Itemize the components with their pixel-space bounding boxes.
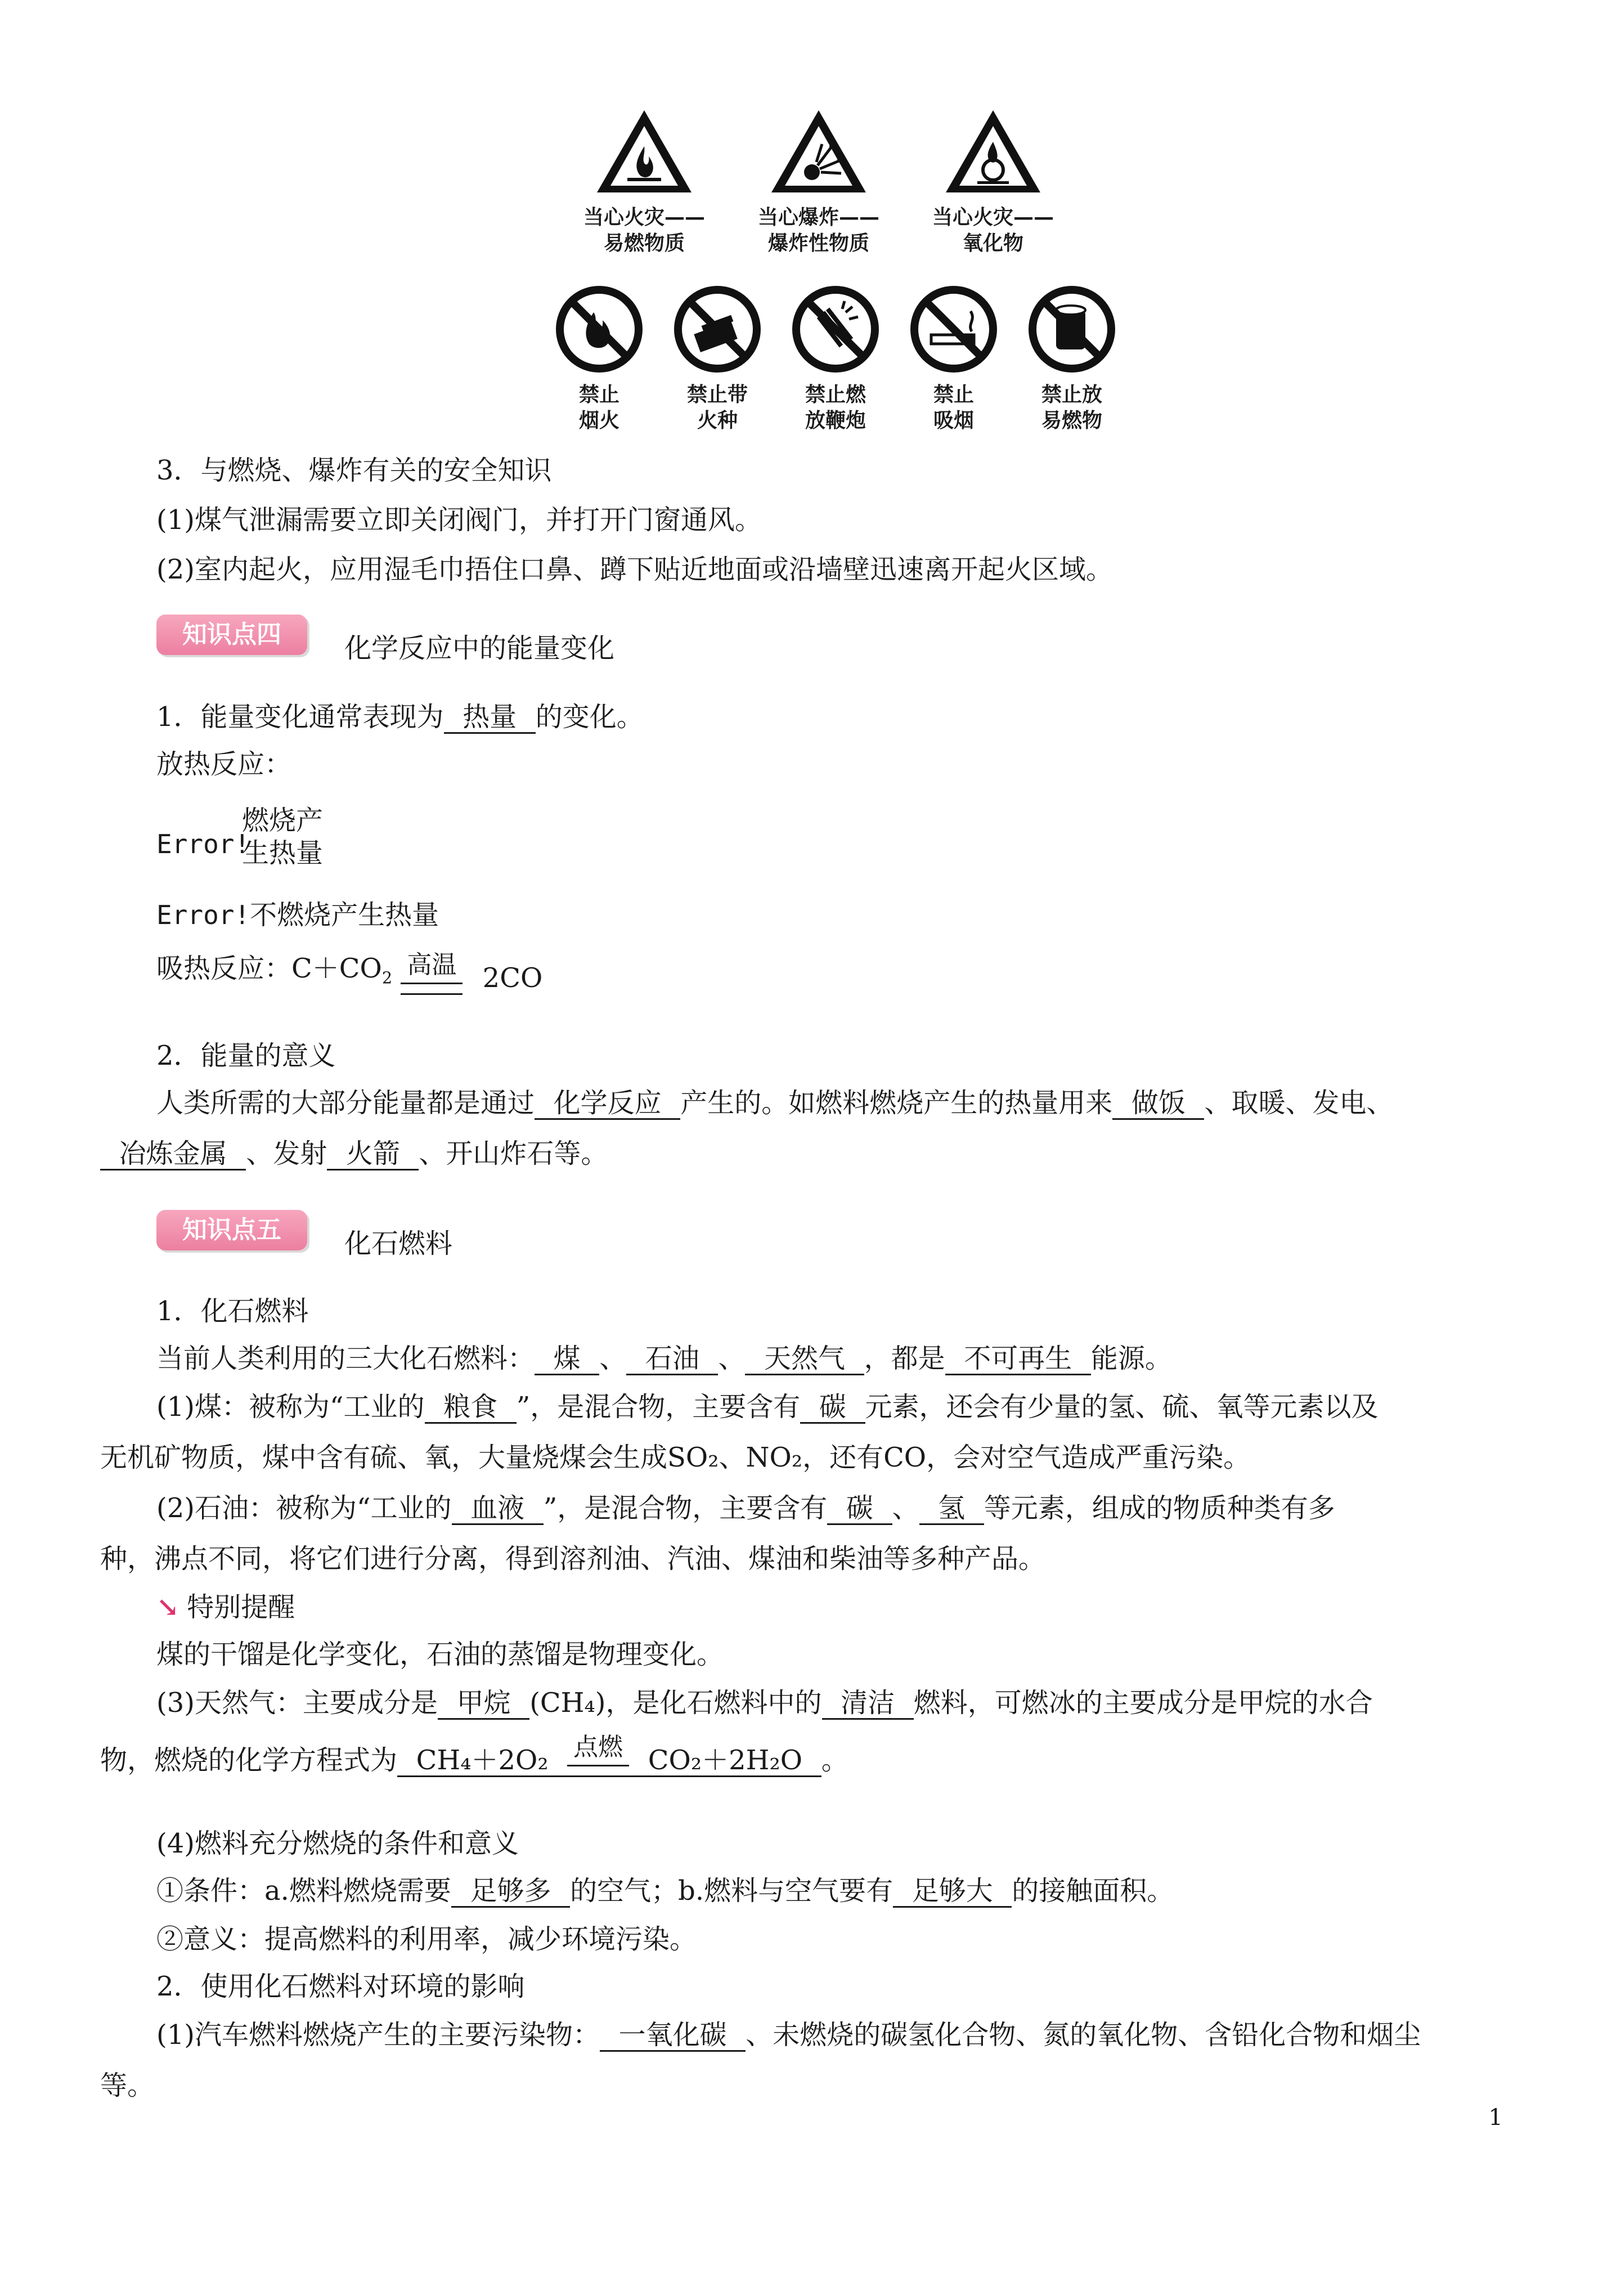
answer-blank: 甲烷: [438, 1688, 529, 1720]
text: 2CO: [482, 962, 543, 994]
answer-blank: 粮食: [425, 1392, 517, 1424]
k5-cond: [156, 1874, 1174, 1908]
answer-blank: 冶炼金属: [100, 1138, 246, 1171]
k4-title: 化学反应中的能量变化: [344, 633, 615, 664]
text: 的空气；b.燃料与空气要有: [570, 1875, 893, 1907]
text: 、开山炸石等。: [419, 1138, 608, 1169]
answer-blank: 一氧化碳: [600, 2020, 746, 2052]
k5-coal1: [156, 1390, 1378, 1424]
answer-blank: 氢: [919, 1493, 984, 1525]
k5-remind: [156, 1590, 295, 1624]
answer-blank: 煤: [535, 1343, 599, 1375]
text: 吸热反应：C＋CO: [156, 953, 382, 985]
k4-line1: [156, 700, 644, 734]
answer-blank: 火箭: [327, 1138, 419, 1171]
answer-blank: 化学反应: [535, 1088, 680, 1120]
sign-caption: 禁止 吸烟: [933, 383, 974, 432]
warning-signs-row: [585, 107, 1052, 257]
k5-car: [156, 2018, 1421, 2052]
text: [156, 952, 392, 995]
s3-p1: (1)煤气泄漏需要立即关闭阀门，并打开门窗通风。: [156, 504, 762, 536]
text: ①条件：a.燃料燃烧需要: [156, 1875, 451, 1907]
text: ，都是: [864, 1343, 945, 1374]
text: 能源。: [1090, 1343, 1172, 1374]
text: 、取暖、发电、: [1204, 1087, 1394, 1119]
text: 、: [599, 1343, 627, 1374]
reaction-arrow: [401, 951, 462, 995]
reaction-arrow: [567, 1733, 629, 1777]
text: (1)汽车燃料燃烧产生的主要污染物：: [156, 2019, 600, 2051]
answer-blank: 不可再生: [945, 1343, 1091, 1375]
answer-blank: 热量: [444, 702, 536, 734]
k4-s2: 2．能量的意义: [156, 1040, 336, 1071]
reaction-condition: 高温: [407, 950, 457, 979]
text: 不燃烧产生热量: [250, 899, 439, 931]
k5-fuels: [156, 1342, 1172, 1375]
no-flammables-icon: [1027, 284, 1117, 374]
k5-oil2: 种，沸点不同，将它们进行分离，得到溶剂油、汽油、煤油和柴油等多种产品。: [100, 1543, 1046, 1575]
knowledge-badge-4: 知识点四: [156, 615, 307, 655]
k5-gas1: [156, 1686, 1373, 1720]
text: 人类所需的大部分能量都是通过: [156, 1087, 535, 1119]
k5-s1: 1．化石燃料: [156, 1295, 309, 1327]
text: 。: [821, 1745, 848, 1776]
answer-blank: 足够多: [451, 1876, 570, 1908]
k5-full: (4)燃料充分燃烧的条件和意义: [156, 1828, 519, 1859]
k5-s2: 2．使用化石燃料对环境的影响: [156, 1971, 525, 2002]
k4-error1-top: 燃烧产: [242, 805, 324, 836]
text: 、: [718, 1343, 746, 1374]
text: ”，是混合物，主要含有: [543, 1492, 828, 1524]
error-text: Error!: [156, 829, 250, 859]
knowledge-badge-5: 知识点五: [156, 1210, 307, 1250]
arrow-icon: ↘: [156, 1591, 179, 1623]
text: 元素，还会有少量的氢、硫、氧等元素以及: [865, 1391, 1378, 1423]
answer-blank: CH₄＋2O₂: [397, 1745, 567, 1777]
text: 的接触面积。: [1012, 1875, 1174, 1907]
text: 等元素，组成的物质种类有多: [984, 1492, 1335, 1524]
error-text: Error!: [156, 900, 250, 930]
answer-blank: 做饭: [1112, 1088, 1204, 1120]
text: 的变化。: [535, 701, 644, 733]
text: (3)天然气：主要成分是: [156, 1687, 438, 1719]
k5-title: 化石燃料: [344, 1228, 453, 1259]
text: ”，是混合物，主要含有: [516, 1391, 801, 1423]
text: 、未燃烧的碳氢化合物、氮的氧化物、含铅化合物和烟尘: [746, 2019, 1421, 2051]
text: (2)石油：被称为“工业的: [156, 1492, 452, 1524]
text: 、发射: [246, 1138, 327, 1169]
answer-blank: 清洁: [822, 1688, 914, 1720]
k5-coal2: 无机矿物质，煤中含有硫、氧，大量烧煤会生成SO₂、NO₂，还有CO，会对空气造成严重污染。: [100, 1442, 1251, 1473]
no-firecrackers-icon: [791, 284, 881, 374]
k4-error1-bot: 生热量: [242, 837, 324, 869]
oxidizer-sign-icon: [942, 107, 1044, 197]
prohibition-sign-no-kindling: [672, 284, 762, 434]
subscript: 2: [381, 968, 393, 988]
prohibition-signs-row: [554, 284, 1117, 434]
answer-blank: 碳: [800, 1392, 865, 1424]
text: 燃料，可燃冰的主要成分是甲烷的水合: [913, 1687, 1373, 1719]
k5-car2: 等。: [100, 2070, 155, 2101]
reaction-condition: 点燃: [573, 1733, 623, 1761]
s3-p2: (2)室内起火，应用湿毛巾捂住口鼻、蹲下贴近地面或沿墙壁迅速离开起火区域。: [156, 554, 1113, 585]
warning-sign-oxidizer: [934, 107, 1052, 257]
sign-caption: 禁止带 火种: [686, 383, 748, 432]
text: 物，燃烧的化学方程式为: [100, 1745, 398, 1776]
k5-oil1: [156, 1491, 1335, 1525]
sign-caption: 当心火灾—— 氧化物: [932, 206, 1054, 255]
k5-remind-text: 煤的干馏是化学变化，石油的蒸馏是物理变化。: [156, 1639, 724, 1670]
k4-error1: [156, 827, 250, 861]
sign-caption: 禁止放 易燃物: [1041, 383, 1102, 432]
k4-endo: [156, 951, 542, 1013]
prohibition-sign-no-fire: [554, 284, 644, 434]
warning-sign-explosive: [760, 107, 878, 257]
k4-exo: 放热反应：: [156, 748, 292, 780]
answer-blank: 天然气: [745, 1343, 864, 1375]
sign-caption: 禁止 烟火: [578, 383, 619, 432]
answer-blank: 足够大: [893, 1876, 1012, 1908]
sign-caption: 禁止燃 放鞭炮: [805, 383, 866, 432]
s3-title: 3．与燃烧、爆炸有关的安全知识: [156, 455, 552, 486]
answer-blank: 碳: [827, 1493, 892, 1525]
k4-m2: [100, 1137, 608, 1171]
fire-flammable-sign-icon: [594, 107, 695, 197]
k4-error2: [156, 898, 439, 932]
text: (1)煤：被称为“工业的: [156, 1391, 425, 1423]
text: 1．能量变化通常表现为: [156, 701, 444, 733]
page-number: 1: [1488, 2105, 1503, 2131]
no-smoking-icon: [909, 284, 999, 374]
no-fire-icon: [554, 284, 644, 374]
prohibition-sign-no-smoking: [909, 284, 999, 434]
text: 当前人类利用的三大化石燃料：: [156, 1343, 535, 1374]
k5-gas2: [100, 1733, 848, 1795]
answer-blank: 石油: [626, 1343, 718, 1375]
text: 产生的。如燃料燃烧产生的热量用来: [680, 1087, 1113, 1119]
double-bar: [567, 1765, 629, 1777]
explosive-sign-icon: [768, 107, 869, 197]
text: 、: [892, 1492, 919, 1524]
text: 特别提醒: [187, 1591, 295, 1623]
prohibition-sign-no-firecrackers: [791, 284, 881, 434]
double-bar: [401, 983, 462, 995]
no-kindling-icon: [672, 284, 762, 374]
k5-mean: ②意义：提高燃料的利用率，减少环境污染。: [156, 1923, 697, 1955]
answer-blank: 血液: [452, 1493, 544, 1525]
text: (CH₄)，是化石燃料中的: [529, 1687, 822, 1719]
answer-blank: CO₂＋2H₂O: [629, 1745, 821, 1777]
k4-m1: [156, 1086, 1393, 1120]
warning-sign-flammable: [583, 107, 706, 257]
prohibition-sign-no-flammables: [1027, 284, 1117, 434]
sign-caption: 当心爆炸—— 爆炸性物质: [758, 206, 880, 255]
sign-caption: 当心火灾—— 易燃物质: [583, 206, 706, 255]
